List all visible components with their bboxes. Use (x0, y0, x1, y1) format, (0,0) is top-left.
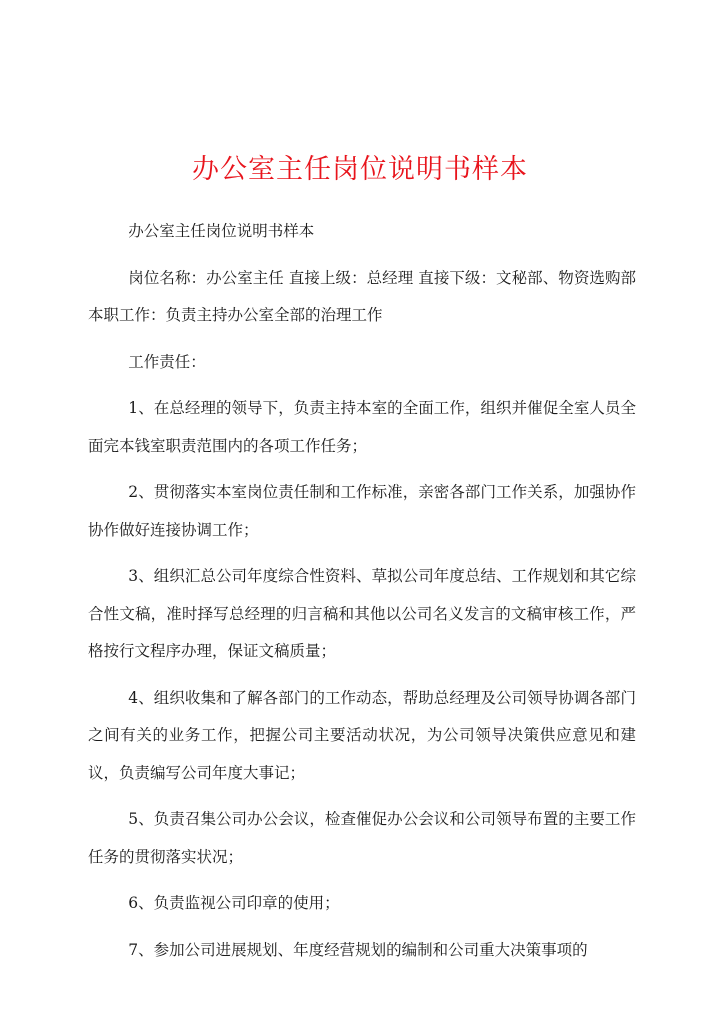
paragraph-duty-7: 7、参加公司进展规划、年度经营规划的编制和公司重大决策事项的 (128, 940, 588, 959)
paragraph-duty-2: 2、贯彻落实本室岗位责任制和工作标准，亲密各部门工作关系，加强协作协作做好连接协调工作； (88, 483, 636, 539)
paragraph-duty-4: 4、组织收集和了解各部门的工作动态，帮助总经理及公司领导协调各部门之间有关的业务工作，把握公司主要活动状况，为公司领导决策供应意见和建议，负责编写公司年度大事记； (88, 688, 636, 782)
paragraph-duty-5: 5、负责召集公司办公会议，检查催促办公会议和公司领导布置的主要工作任务的贯彻落实状况； (88, 810, 636, 866)
document-title: 办公室主任岗位说明书样本 (192, 154, 528, 185)
document-body (88, 213, 636, 969)
paragraph-duties-heading: 工作责任： (128, 352, 206, 371)
paragraph-duty-6: 6、负责监视公司印章的使用； (128, 894, 340, 912)
paragraph-duty-1: 1、在总经理的领导下，负责主持本室的全面工作，组织并催促全室人员全面完本钱室职责范围内的各项工作任务； (88, 399, 636, 455)
paragraph-duty-3: 3、组织汇总公司年度综合性资料、草拟公司年度总结、工作规划和其它综合性文稿，准时择写总经理的归言稿和其他以公司名义发言的文稿审核工作，严格按行文程序办理，保证文稿质量； (88, 567, 636, 660)
paragraph-subtitle: 办公室主任岗位说明书样本 (128, 222, 315, 240)
paragraph-position-info: 岗位名称：办公室主任 直接上级：总经理 直接下级：文秘部、物资选购部 本职工作：负责主持办公室全部的治理工作 (88, 268, 636, 324)
